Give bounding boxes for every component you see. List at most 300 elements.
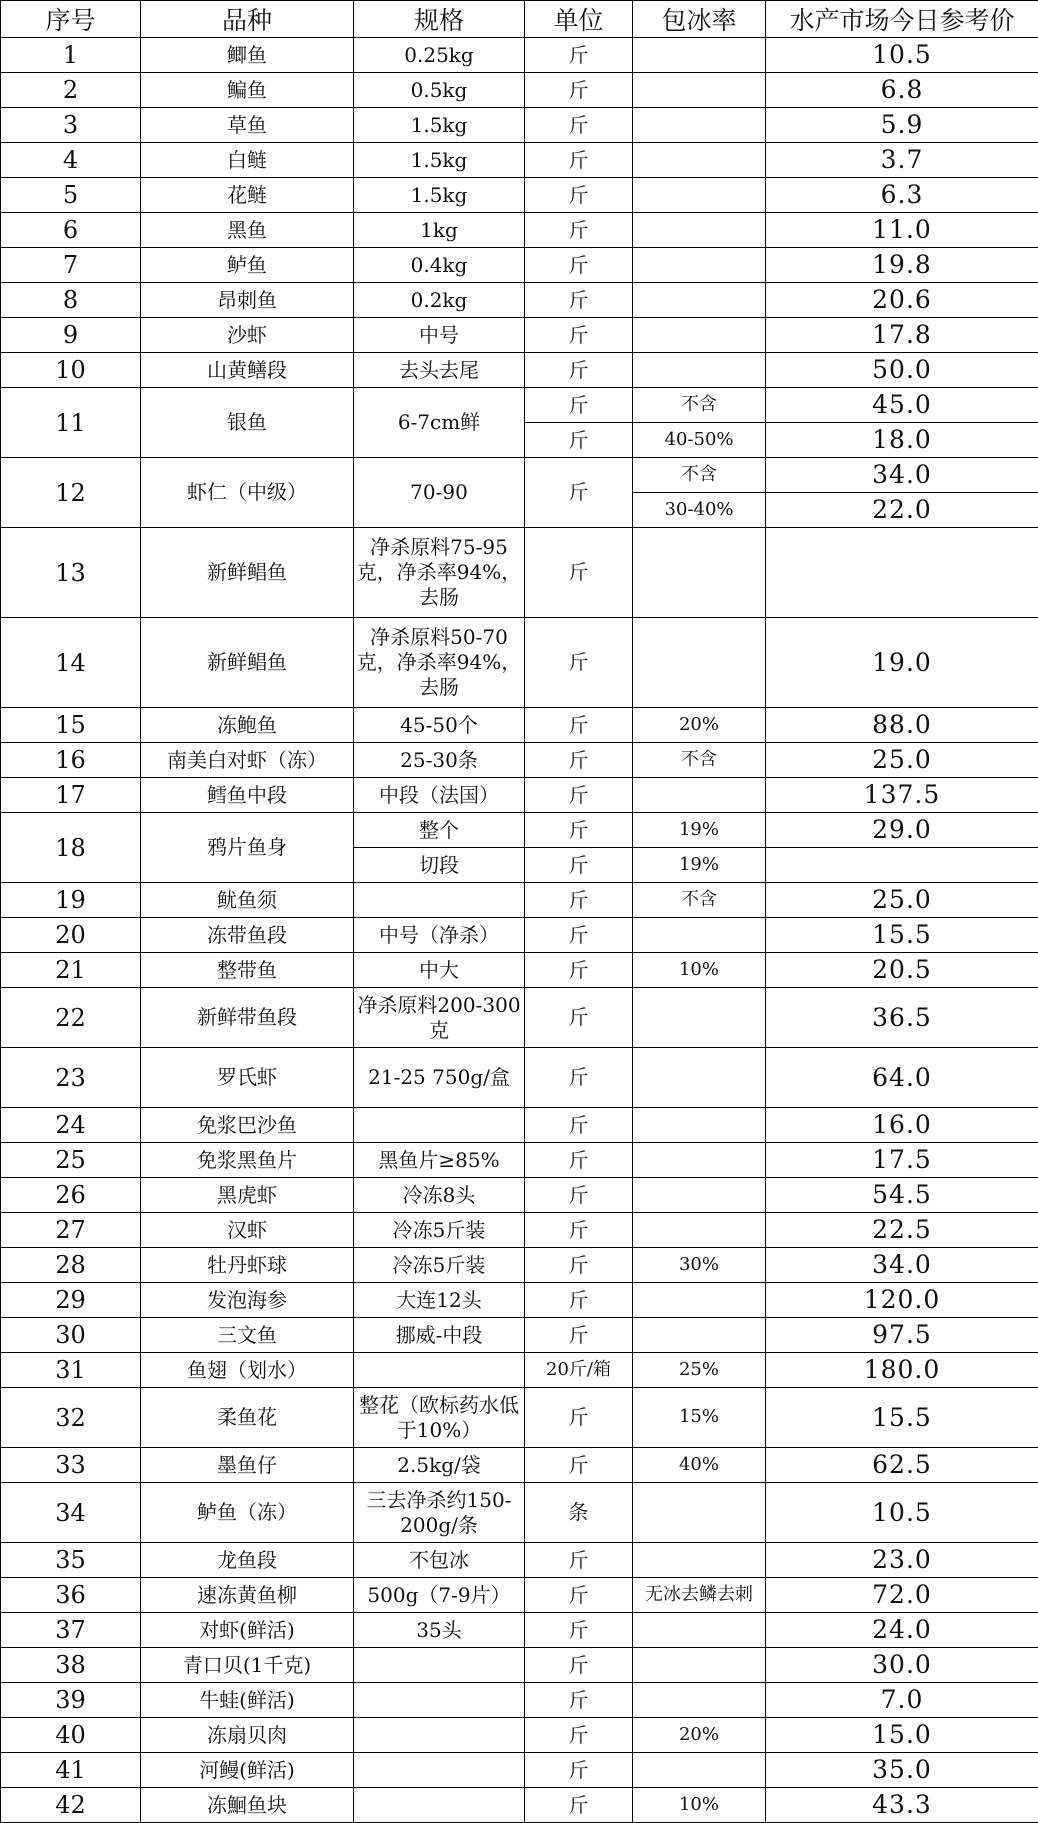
ice-rate-cell [633,1753,766,1788]
price-cell: 7.0 [766,1683,1038,1718]
row-number: 8 [1,283,141,318]
product-name: 汉虾 [141,1213,354,1248]
row-number: 27 [1,1213,141,1248]
price-cell: 19.0 [766,618,1038,708]
product-name: 昂刺鱼 [141,283,354,318]
ice-rate-cell [633,1613,766,1648]
row-number: 26 [1,1178,141,1213]
price-cell: 22.5 [766,1213,1038,1248]
unit-cell: 斤 [525,1718,633,1753]
unit-cell: 20斤/箱 [525,1353,633,1388]
unit-cell: 斤 [525,1178,633,1213]
price-cell: 15.0 [766,1718,1038,1753]
product-name: 山黄鳝段 [141,353,354,388]
table-row [1,458,1038,493]
unit-cell: 斤 [525,918,633,953]
row-number: 39 [1,1683,141,1718]
product-name: 花鲢 [141,178,354,213]
spec-cell: 1.5kg [354,178,525,213]
table-row [1,1318,1038,1353]
price-cell: 62.5 [766,1448,1038,1483]
product-name: 墨鱼仔 [141,1448,354,1483]
product-name: 罗氏虾 [141,1048,354,1108]
unit-cell: 斤 [525,1318,633,1353]
row-number: 35 [1,1543,141,1578]
price-cell: 36.5 [766,988,1038,1048]
table-row [1,248,1038,283]
product-name: 鳊鱼 [141,73,354,108]
unit-cell: 斤 [525,1143,633,1178]
ice-rate-cell: 不含 [633,458,766,493]
ice-rate-cell [633,618,766,708]
header-row [1,1,1038,38]
row-number: 19 [1,883,141,918]
product-name: 黑鱼 [141,213,354,248]
table-row [1,1683,1038,1718]
product-name: 三文鱼 [141,1318,354,1353]
product-name: 免浆巴沙鱼 [141,1108,354,1143]
price-cell: 45.0 [766,388,1038,423]
price-cell: 10.5 [766,1483,1038,1543]
price-cell: 6.3 [766,178,1038,213]
row-number: 13 [1,528,141,618]
ice-rate-cell [633,213,766,248]
price-cell: 19.8 [766,248,1038,283]
unit-cell: 斤 [525,708,633,743]
product-name: 黑虎虾 [141,1178,354,1213]
spec-cell: 冷冻8头 [354,1178,525,1213]
row-number: 1 [1,38,141,73]
product-name: 速冻黄鱼柳 [141,1578,354,1613]
ice-rate-cell [633,1648,766,1683]
table-row [1,1613,1038,1648]
table-row [1,213,1038,248]
ice-rate-cell [633,1213,766,1248]
row-number: 41 [1,1753,141,1788]
unit-cell: 斤 [525,283,633,318]
spec-cell: 大连12头 [354,1283,525,1318]
table-row [1,1213,1038,1248]
product-name: 冻带鱼段 [141,918,354,953]
price-cell: 15.5 [766,1388,1038,1448]
product-name: 对虾(鲜活) [141,1613,354,1648]
row-number: 6 [1,213,141,248]
product-name: 草鱼 [141,108,354,143]
unit-cell: 斤 [525,38,633,73]
spec-cell: 500g（7-9片） [354,1578,525,1613]
price-cell: 3.7 [766,143,1038,178]
ice-rate-cell: 19% [633,848,766,883]
ice-rate-cell [633,1318,766,1353]
table-row [1,528,1038,618]
table-row [1,1483,1038,1543]
table-row [1,178,1038,213]
row-number: 20 [1,918,141,953]
table-row [1,353,1038,388]
ice-rate-cell [633,283,766,318]
price-cell: 11.0 [766,213,1038,248]
price-cell: 15.5 [766,918,1038,953]
header-unit: 单位 [525,1,633,38]
unit-cell: 斤 [525,1248,633,1283]
product-name: 虾仁（中级） [141,458,354,528]
table-row [1,778,1038,813]
unit-cell: 斤 [525,528,633,618]
spec-cell: 挪威-中段 [354,1318,525,1353]
table-row [1,1178,1038,1213]
product-name: 发泡海参 [141,1283,354,1318]
table-row [1,1648,1038,1683]
row-number: 14 [1,618,141,708]
spec-cell [354,883,525,918]
row-number: 36 [1,1578,141,1613]
spec-cell: 0.25kg [354,38,525,73]
unit-cell: 斤 [525,353,633,388]
price-cell: 24.0 [766,1613,1038,1648]
table-row [1,1283,1038,1318]
price-cell: 5.9 [766,108,1038,143]
row-number: 32 [1,1388,141,1448]
spec-cell [354,1718,525,1753]
unit-cell: 斤 [525,743,633,778]
product-name: 银鱼 [141,388,354,458]
row-number: 15 [1,708,141,743]
table-row [1,813,1038,848]
unit-cell: 斤 [525,778,633,813]
spec-cell [354,1353,525,1388]
product-name: 鸦片鱼身 [141,813,354,883]
product-name: 鱼翅（划水） [141,1353,354,1388]
price-cell: 25.0 [766,883,1038,918]
price-cell: 72.0 [766,1578,1038,1613]
row-number: 9 [1,318,141,353]
ice-rate-cell: 30% [633,1248,766,1283]
unit-cell: 斤 [525,953,633,988]
header-ice-rate: 包冰率 [633,1,766,38]
unit-cell: 斤 [525,883,633,918]
unit-cell: 斤 [525,813,633,848]
table-row [1,743,1038,778]
product-name: 鲫鱼 [141,38,354,73]
row-number: 28 [1,1248,141,1283]
ice-rate-cell [633,778,766,813]
price-cell: 25.0 [766,743,1038,778]
row-number: 7 [1,248,141,283]
ice-rate-cell: 15% [633,1388,766,1448]
price-cell: 54.5 [766,1178,1038,1213]
table-row [1,1718,1038,1753]
unit-cell: 斤 [525,213,633,248]
unit-cell: 斤 [525,1448,633,1483]
product-name: 南美白对虾（冻） [141,743,354,778]
ice-rate-cell: 无冰去鳞去刺 [633,1578,766,1613]
product-name: 冻扇贝肉 [141,1718,354,1753]
unit-cell: 斤 [525,143,633,178]
ice-rate-cell [633,1483,766,1543]
table-row [1,1578,1038,1613]
ice-rate-cell [633,1143,766,1178]
ice-rate-cell [633,918,766,953]
spec-cell: 35头 [354,1613,525,1648]
price-cell: 88.0 [766,708,1038,743]
spec-cell: 净杀原料50-70克，净杀率94%，去肠 [354,618,525,708]
unit-cell: 斤 [525,1048,633,1108]
product-name: 沙虾 [141,318,354,353]
row-number: 30 [1,1318,141,1353]
header-spec: 规格 [354,1,525,38]
header-no: 序号 [1,1,141,38]
spec-cell [354,1788,525,1823]
spec-cell: 切段 [354,848,525,883]
product-name: 鲈鱼 [141,248,354,283]
spec-cell: 中号（净杀） [354,918,525,953]
product-name: 鱿鱼须 [141,883,354,918]
row-number: 17 [1,778,141,813]
product-name: 鲈鱼（冻） [141,1483,354,1543]
spec-cell: 冷冻5斤装 [354,1213,525,1248]
spec-cell: 去头去尾 [354,353,525,388]
ice-rate-cell: 10% [633,953,766,988]
ice-rate-cell: 不含 [633,883,766,918]
ice-rate-cell [633,143,766,178]
unit-cell: 斤 [525,1108,633,1143]
unit-cell: 斤 [525,388,633,423]
row-number: 10 [1,353,141,388]
price-cell: 20.6 [766,283,1038,318]
spec-cell: 净杀原料75-95克，净杀率94%，去肠 [354,528,525,618]
table-row [1,953,1038,988]
product-name: 柔鱼花 [141,1388,354,1448]
unit-cell: 斤 [525,458,633,528]
ice-rate-cell [633,38,766,73]
spec-cell: 冷冻5斤装 [354,1248,525,1283]
unit-cell: 斤 [525,248,633,283]
product-name: 整带鱼 [141,953,354,988]
row-number: 23 [1,1048,141,1108]
unit-cell: 斤 [525,1613,633,1648]
spec-cell: 0.4kg [354,248,525,283]
price-cell: 22.0 [766,493,1038,528]
unit-cell: 斤 [525,318,633,353]
price-cell: 17.8 [766,318,1038,353]
table-row [1,283,1038,318]
unit-cell: 斤 [525,1388,633,1448]
price-cell: 180.0 [766,1353,1038,1388]
spec-cell: 1.5kg [354,108,525,143]
table-row [1,918,1038,953]
table-row [1,1108,1038,1143]
row-number: 40 [1,1718,141,1753]
spec-cell [354,1683,525,1718]
product-name: 青口贝(1千克) [141,1648,354,1683]
unit-cell: 斤 [525,848,633,883]
unit-cell: 斤 [525,1648,633,1683]
row-number: 37 [1,1613,141,1648]
ice-rate-cell: 不含 [633,388,766,423]
spec-cell: 整花（欧标药水低于10%） [354,1388,525,1448]
unit-cell: 斤 [525,1683,633,1718]
table-row [1,883,1038,918]
table-row [1,618,1038,708]
row-number: 24 [1,1108,141,1143]
unit-cell: 斤 [525,73,633,108]
table-row [1,988,1038,1048]
row-number: 5 [1,178,141,213]
spec-cell: 70-90 [354,458,525,528]
ice-rate-cell [633,353,766,388]
price-cell: 29.0 [766,813,1038,848]
spec-cell: 0.5kg [354,73,525,108]
unit-cell: 斤 [525,1213,633,1248]
price-cell: 10.5 [766,38,1038,73]
spec-cell: 中号 [354,318,525,353]
price-cell: 97.5 [766,1318,1038,1353]
price-cell: 120.0 [766,1283,1038,1318]
product-name: 白鲢 [141,143,354,178]
table-row [1,1753,1038,1788]
ice-rate-cell [633,1543,766,1578]
ice-rate-cell [633,1178,766,1213]
header-name: 品种 [141,1,354,38]
ice-rate-cell: 40% [633,1448,766,1483]
unit-cell: 条 [525,1483,633,1543]
unit-cell: 斤 [525,1788,633,1823]
unit-cell: 斤 [525,108,633,143]
spec-cell [354,1108,525,1143]
price-cell: 43.3 [766,1788,1038,1823]
unit-cell: 斤 [525,618,633,708]
price-cell: 6.8 [766,73,1038,108]
row-number: 18 [1,813,141,883]
spec-cell: 6-7cm鲜 [354,388,525,458]
table-row [1,1143,1038,1178]
table-row [1,318,1038,353]
price-cell: 16.0 [766,1108,1038,1143]
row-number: 42 [1,1788,141,1823]
unit-cell: 斤 [525,1578,633,1613]
ice-rate-cell [633,108,766,143]
table-row [1,1353,1038,1388]
spec-cell [354,1648,525,1683]
table-row [1,38,1038,73]
price-cell: 20.5 [766,953,1038,988]
row-number: 29 [1,1283,141,1318]
ice-rate-cell [633,318,766,353]
product-name: 新鲜鲳鱼 [141,618,354,708]
product-name: 鳕鱼中段 [141,778,354,813]
row-number: 33 [1,1448,141,1483]
ice-rate-cell [633,1048,766,1108]
spec-cell: 0.2kg [354,283,525,318]
ice-rate-cell: 30-40% [633,493,766,528]
row-number: 3 [1,108,141,143]
row-number: 34 [1,1483,141,1543]
price-cell: 35.0 [766,1753,1038,1788]
table-row [1,388,1038,423]
product-name: 新鲜带鱼段 [141,988,354,1048]
unit-cell: 斤 [525,1753,633,1788]
price-cell: 18.0 [766,423,1038,458]
table-body [1,38,1038,1823]
price-cell: 34.0 [766,458,1038,493]
row-number: 11 [1,388,141,458]
product-name: 冻鲍鱼 [141,708,354,743]
table-row [1,1543,1038,1578]
ice-rate-cell [633,73,766,108]
ice-rate-cell [633,528,766,618]
spec-cell: 三去净杀约150-200g/条 [354,1483,525,1543]
unit-cell: 斤 [525,423,633,458]
table-row [1,1448,1038,1483]
spec-cell: 中大 [354,953,525,988]
ice-rate-cell: 25% [633,1353,766,1388]
product-name: 冻鮰鱼块 [141,1788,354,1823]
product-name: 牛蛙(鲜活) [141,1683,354,1718]
ice-rate-cell: 20% [633,1718,766,1753]
unit-cell: 斤 [525,178,633,213]
unit-cell: 斤 [525,1283,633,1318]
table-row [1,1788,1038,1823]
row-number: 16 [1,743,141,778]
ice-rate-cell: 40-50% [633,423,766,458]
table-row [1,1048,1038,1108]
spec-cell [354,1753,525,1788]
row-number: 22 [1,988,141,1048]
product-name: 免浆黑鱼片 [141,1143,354,1178]
ice-rate-cell: 10% [633,1788,766,1823]
unit-cell: 斤 [525,988,633,1048]
row-number: 25 [1,1143,141,1178]
product-name: 新鲜鲳鱼 [141,528,354,618]
spec-cell: 整个 [354,813,525,848]
spec-cell: 1kg [354,213,525,248]
spec-cell: 45-50个 [354,708,525,743]
row-number: 12 [1,458,141,528]
price-cell: 34.0 [766,1248,1038,1283]
row-number: 31 [1,1353,141,1388]
ice-rate-cell [633,248,766,283]
ice-rate-cell [633,1683,766,1718]
row-number: 4 [1,143,141,178]
spec-cell: 2.5kg/袋 [354,1448,525,1483]
price-cell: 17.5 [766,1143,1038,1178]
price-cell: 23.0 [766,1543,1038,1578]
product-name: 牡丹虾球 [141,1248,354,1283]
price-cell: 30.0 [766,1648,1038,1683]
product-name: 河鳗(鲜活) [141,1753,354,1788]
ice-rate-cell: 不含 [633,743,766,778]
price-cell: 137.5 [766,778,1038,813]
ice-rate-cell [633,1283,766,1318]
ice-rate-cell [633,988,766,1048]
price-cell [766,848,1038,883]
row-number: 38 [1,1648,141,1683]
row-number: 21 [1,953,141,988]
spec-cell: 黑鱼片≥85% [354,1143,525,1178]
spec-cell: 1.5kg [354,143,525,178]
ice-rate-cell [633,178,766,213]
row-number: 2 [1,73,141,108]
table-row [1,1248,1038,1283]
price-cell: 50.0 [766,353,1038,388]
ice-rate-cell: 19% [633,813,766,848]
spec-cell: 25-30条 [354,743,525,778]
product-name: 龙鱼段 [141,1543,354,1578]
price-cell [766,528,1038,618]
price-cell: 64.0 [766,1048,1038,1108]
spec-cell: 净杀原料200-300克 [354,988,525,1048]
table-row [1,708,1038,743]
